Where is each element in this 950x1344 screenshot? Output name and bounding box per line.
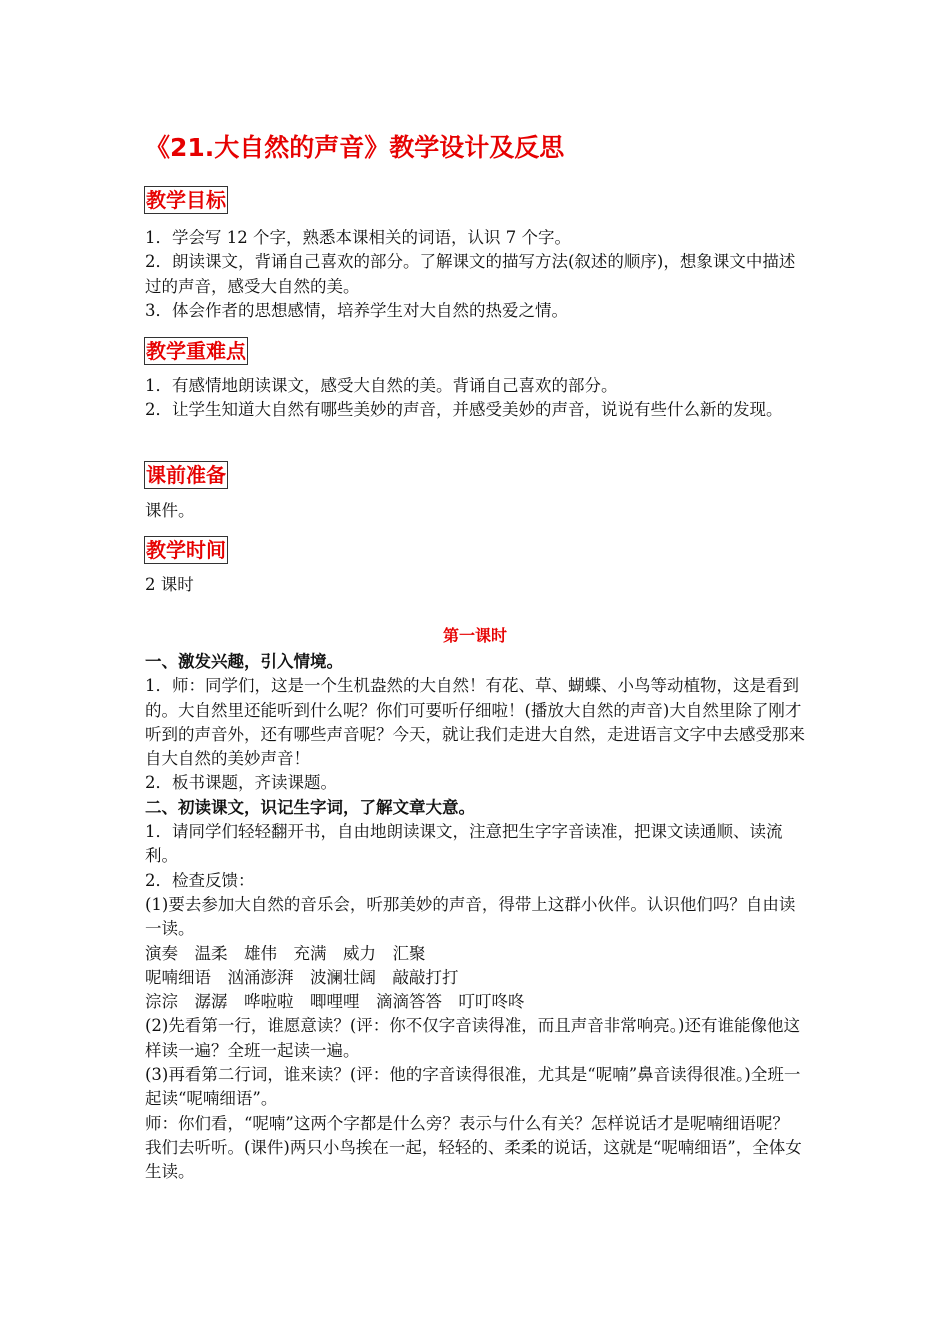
- word-list-row: 呢喃细语 汹涌澎湃 波澜壮阔 敲敲打打: [145, 967, 459, 987]
- paragraph: 2．检查反馈：: [145, 870, 255, 890]
- section-title: 一、激发兴趣，引入情境。: [145, 652, 343, 671]
- word-list-row: 演奏 温柔 雄伟 充满 威力 汇聚: [145, 943, 426, 963]
- heading-preparation: 课前准备: [146, 463, 226, 487]
- paragraph: 师：你们看，“呢喃”这两个字都是什么旁？表示与什么有关？怎样说话才是呢喃细语呢？我们去听听。(课件)两只小鸟挨在一起，轻轻的、柔柔的说话，这就是“呢喃细语”，全体女生读。: [145, 1113, 802, 1182]
- paragraph: (3)再看第二行词，谁来读？(评：他的字音读得很准，尤其是“呢喃”鼻音读得很准。)全班一起读“呢喃细语”。: [145, 1065, 801, 1109]
- section-title: 二、初读课文，识记生字词，了解文章大意。: [145, 797, 475, 817]
- heading-teaching-goals: 教学目标: [146, 188, 226, 212]
- paragraph: 1．师：同学们，这是一个生机盎然的大自然！有花、草、蝴蝶、小鸟等动植物，这是看到的。大自然里还能听到什么呢？你们可要听仔细啦！(播放大自然的声音)大自然里除了刚才听到的声音外，还有哪些声音呢？今天，就让我们走进大自然，走进语言文字中去感受那来自大自然的美妙声音！: [145, 676, 805, 769]
- preparation-text: 课件。: [145, 501, 195, 520]
- list-item: 1．有感情地朗读课文，感受大自然的美。背诵自己喜欢的部分。: [145, 376, 618, 395]
- heading-key-points: 教学重难点: [146, 339, 246, 363]
- paragraph: 2．板书课题，齐读课题。: [145, 773, 337, 793]
- list-item: 2．让学生知道大自然有哪些美妙的声音，并感受美妙的声音，说说有些什么新的发现。: [145, 400, 783, 420]
- word-list-row: 淙淙 潺潺 哗啦啦 唧哩哩 滴滴答答 叮叮咚咚: [145, 992, 525, 1012]
- lesson-1-body: [145, 650, 805, 1185]
- lesson-1-heading: 第一课时: [442, 626, 507, 645]
- key-points-list: [145, 374, 805, 423]
- paragraph: 1．请同学们轻轻翻开书，自由地朗读课文，注意把生字字音读准，把课文读通顺、读流利。: [145, 822, 783, 866]
- paragraph: (1)要去参加大自然的音乐会，听那美妙的声音，得带上这群小伙伴。认识他们吗？自由读一读。: [145, 894, 796, 939]
- list-item: 1．学会写 12 个字，熟悉本课相关的词语，认识 7 个字。: [145, 228, 571, 247]
- heading-teaching-time: 教学时间: [146, 538, 226, 562]
- paragraph: (2)先看第一行，谁愿意读？(评：你不仅字音读得准，而且声音非常响亮。)还有谁能像他这样读一遍？全班一起读一遍。: [145, 1016, 800, 1060]
- teaching-goals-list: [145, 226, 805, 323]
- teaching-time-text: 2 课时: [145, 575, 194, 594]
- document-title: 《21.大自然的声音》教学设计及反思: [145, 133, 565, 162]
- list-item: 2．朗读课文，背诵自己喜欢的部分。了解课文的描写方法(叙述的顺序)，想象课文中描述过的声音，感受大自然的美。: [145, 252, 796, 296]
- list-item: 3．体会作者的思想感情，培养学生对大自然的热爱之情。: [145, 300, 568, 320]
